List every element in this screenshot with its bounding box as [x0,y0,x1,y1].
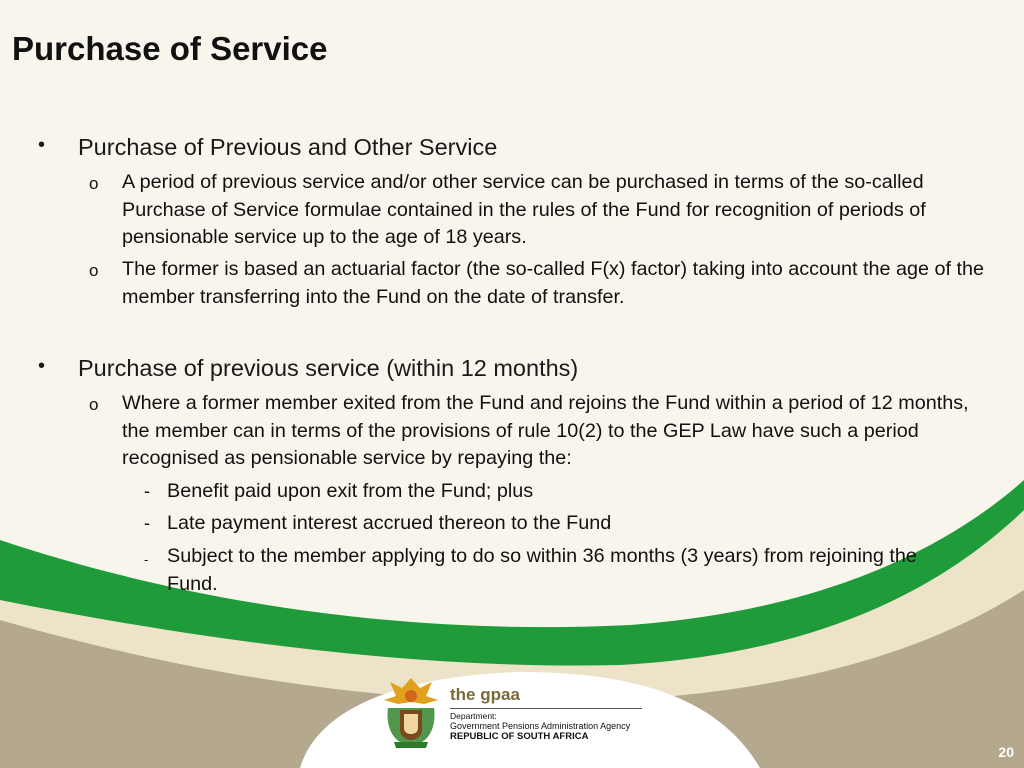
country-name: REPUBLIC OF SOUTH AFRICA [450,731,589,742]
department-label: Department: [450,711,497,721]
sub-list-item-text: Late payment interest accrued thereon to the Fund [167,512,612,534]
brand-name: the gpaa [450,685,520,704]
page-number: 20 [998,744,1014,760]
sub-list-item [144,478,947,506]
divider [450,708,642,709]
section-heading [38,134,498,161]
page-title: Purchase of Service [12,30,328,67]
dash-marker: - [144,513,150,533]
bullet-marker: o [89,395,99,414]
coat-of-arms-icon [380,672,442,750]
section-heading-text: Purchase of Previous and Other Service [78,134,498,160]
list-item-text: A period of previous service and/or other service can be purchased in terms of the so-called Purchase of Service formulae contained in the rules of the Fund for recognition of periods of pensionable service up to the age of 18 years. [122,171,926,248]
list-item [89,169,992,252]
bullet-marker: • [38,134,46,156]
dash-marker: - [144,552,149,567]
sub-list-item [144,543,917,598]
bullet-marker: • [38,355,46,377]
bullet-marker: o [89,174,99,193]
list-item-text: The former is based an actuarial factor (the so-called F(x) factor) taking into account the age of the member transferring into the Fund on the date of transfer. [122,258,985,308]
sub-list-item-text: Subject to the member applying to do so within 36 months (3 years) from rejoining the Fund. [167,545,917,595]
sub-list-item-text: Benefit paid upon exit from the Fund; plus [167,480,534,502]
dash-marker: - [144,481,150,501]
section-heading-text: Purchase of previous service (within 12 months) [78,355,579,381]
list-item [89,390,982,473]
section-heading [38,355,579,382]
agency-name: Government Pensions Administration Agency [450,721,631,731]
sub-list-item [144,510,947,538]
bullet-marker: o [89,261,99,280]
list-item-text: Where a former member exited from the Fund and rejoins the Fund within a period of 12 months, the member can in terms of the provisions of rule 10(2) to the GEP Law have such a period recognised as pensionable service by repaying the: [122,392,969,469]
list-item [89,256,992,311]
